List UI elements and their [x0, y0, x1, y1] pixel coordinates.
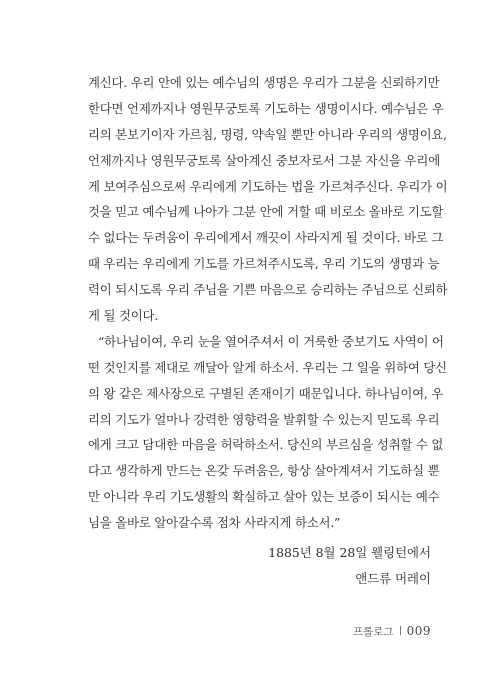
text-line: 리의 기도가 얼마나 강력한 영향력을 발휘할 수 있는지 믿도록 우리: [88, 411, 440, 427]
text-line: 수 없다는 두려움이 우리에게서 깨끗이 사라지게 될 것이다. 바로 그: [88, 230, 444, 246]
text-line: 계신다. 우리 안에 있는 예수님의 생명은 우리가 그분을 신뢰하기만: [88, 75, 440, 90]
text-line: 한다면 언제까지나 영원무궁토록 기도하는 생명이시다. 예수님은 우: [88, 100, 444, 116]
text-line: 님을 올바로 알아갈수록 점차 사라지게 하소서.”: [88, 515, 341, 531]
text-line: 력이 되시도록 우리 주님을 기쁜 마음으로 승리하는 주님으로 신뢰하: [88, 282, 448, 298]
signature-date-place: 1885년 8월 28일 웰링턴에서: [268, 545, 431, 560]
body-text: [88, 70, 448, 536]
text-line: “하나님이여, 우리 눈을 열어주셔서 이 거룩한 중보기도 사역이 어: [98, 333, 444, 349]
text-line: 것을 믿고 예수님께 나아가 그분 안에 거할 때 비로소 올바로 기도할: [88, 204, 444, 220]
paragraph-1: [88, 70, 448, 329]
text-line: 에게 크고 담대한 마음을 허락하소서. 당신의 부르심을 성취할 수 없: [88, 437, 444, 453]
signature-author: 앤드류 머레이: [355, 571, 431, 586]
text-line: 때 우리는 우리에게 기도를 가르쳐주시도록, 우리 기도의 생명과 능: [88, 256, 440, 272]
page-number: 009: [406, 624, 431, 638]
text-line: 다고 생각하게 만드는 온갖 두려움은, 항상 살아계셔서 기도하실 뿐: [88, 463, 440, 479]
page-footer: [353, 624, 431, 639]
text-line: 게 보여주심으로써 우리에게 기도하는 법을 가르쳐주신다. 우리가 이: [88, 178, 448, 194]
text-line: 게 될 것이다.: [88, 308, 159, 324]
text-line: 언제까지나 영원무궁토록 살아계신 중보자로서 그분 자신을 우리에: [88, 152, 440, 168]
text-line: 떤 것인지를 제대로 깨달아 알게 하소서. 우리는 그 일을 위하여 당신: [88, 359, 447, 375]
footer-divider: [400, 626, 401, 635]
text-line: 리의 본보기이자 가르침, 명령, 약속일 뿐만 아니라 우리의 생명이요,: [88, 126, 447, 142]
text-line: 의 왕 같은 제사장으로 구별된 존재이기 때문입니다. 하나님이여, 우: [88, 385, 444, 401]
paragraph-2-prayer: [88, 329, 447, 536]
footer-section-title: 프롤로그: [353, 626, 394, 638]
text-line: 만 아니라 우리 기도생활의 확실하고 살아 있는 보증이 되시는 예수: [88, 489, 440, 505]
